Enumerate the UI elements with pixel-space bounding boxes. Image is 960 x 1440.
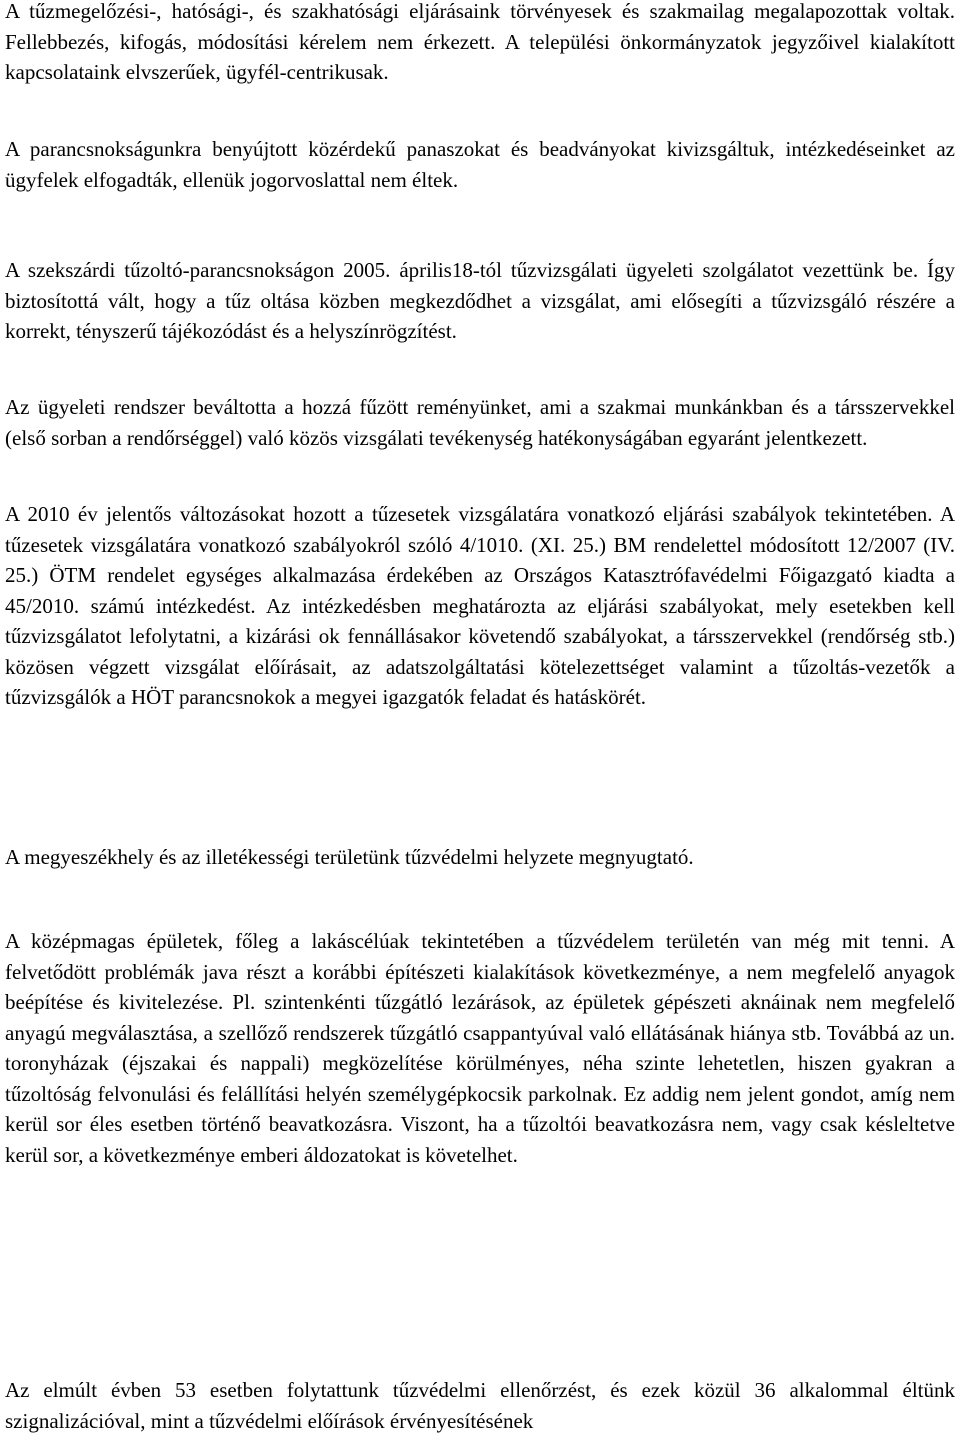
paragraph-kozepmagas-epuletek: A középmagas épületek, főleg a lakáscélúak tekintetében a tűzvédelem területén van még mit tenni. A felvetődött problémák java részt a korábbi építészeti kialakítások következménye, a nem megfelelő anyagok beépítése és kivitelezése. Pl. szintenkénti tűzgátló lezárások, az épületek gépészeti aknáinak nem megfelelő anyagú megválasztása, a szellőző rendszerek tűzgátló csappantyúval való ellátásának hiánya stb. Továbbá az un. toronyházak (éjszakai és nappali) megközelítése körülményes, néha szinte lehetetlen, hiszen gyakran a tűzoltóság felvonulási és felállítási helyén személygépkocsik parkolnak. Ez addig nem jelent gondot, amíg nem kerül sor éles esetben történő beavatkozásra. Viszont, ha a tűzoltói beavatkozásra nem, vagy csak késleltetve kerül sor, a következménye emberi áldozatokat is követelhet. <box>5 929 955 1167</box>
paragraph-tuzvizsgalati-ugyelet: A szekszárdi tűzoltó-parancsnokságon 2005. április18-tól tűzvizsgálati ügyeleti szolgálatot vezettünk be. Így biztosítottá vált, hogy a tűz oltása közben megkezdődhet a vizsgálat, ami elősegíti a tűzvizsgáló részére a korrekt, tényszerű tájékozódást és a helyszínrögzítést. <box>5 258 955 343</box>
paragraph-tuzvedelmi-helyzet: A megyeszékhely és az illetékességi területünk tűzvédelmi helyzete megnyugtató. <box>5 845 694 869</box>
paragraph-panaszok: A parancsnokságunkra benyújtott közérdekű panaszokat és beadványokat kivizsgáltuk, intézkedéseinket az ügyfelek elfogadták, ellenük jogorvoslattal nem éltek. <box>5 137 955 192</box>
paragraph-2010-valtozasok: A 2010 év jelentős változásokat hozott a tűzesetek vizsgálatára vonatkozó eljárási szabályok tekintetében. A tűzesetek vizsgálatára vonatkozó szabályokról szóló 4/1010. (XI. 25.) BM rendelettel módosított 12/2007 (IV. 25.) ÖTM rendelet egységes alkalmazása érdekében az Országos Katasztrófavédelmi Főigazgató kiadta a 45/2010. számú intézkedést. Az intézkedésben meghatározta az eljárási szabályokat, mely esetekben kell tűzvizsgálatot lefolytatni, a kizárási ok fennállásakor követendő szabályokat, a társszervekkel (rendőrség stb.) közösen végzett vizsgálat előírásait, az adatszolgáltatási kötelezettséget valamint a tűzoltás-vezetők a tűzvizsgálók a HÖT parancsnokok a megyei igazgatók feladat és hatáskörét. <box>5 502 955 709</box>
paragraph-tuzmegelozesi-eljarasok: A tűzmegelőzési-, hatósági-, és szakhatósági eljárásaink törvényesek és szakmailag megalapozottak voltak. Fellebbezés, kifogás, módosítási kérelem nem érkezett. A települési önkormányzatok jegyzőivel kialakított kapcsolataink elvszerűek, ügyfél-centrikusak. <box>5 0 955 84</box>
paragraph-ellenorzesek: Az elmúlt évben 53 esetben folytattunk tűzvédelmi ellenőrzést, és ezek közül 36 alkalommal éltünk szignalizációval, mint a tűzvédelmi előírások érvényesítésének <box>5 1378 955 1433</box>
paragraph-ugyeleti-rendszer: Az ügyeleti rendszer beváltotta a hozzá fűzött reményünket, ami a szakmai munkánkban és a társszervekkel (első sorban a rendőrséggel) való közös vizsgálati tevékenység hatékonyságában egyaránt jelentkezett. <box>5 395 955 450</box>
